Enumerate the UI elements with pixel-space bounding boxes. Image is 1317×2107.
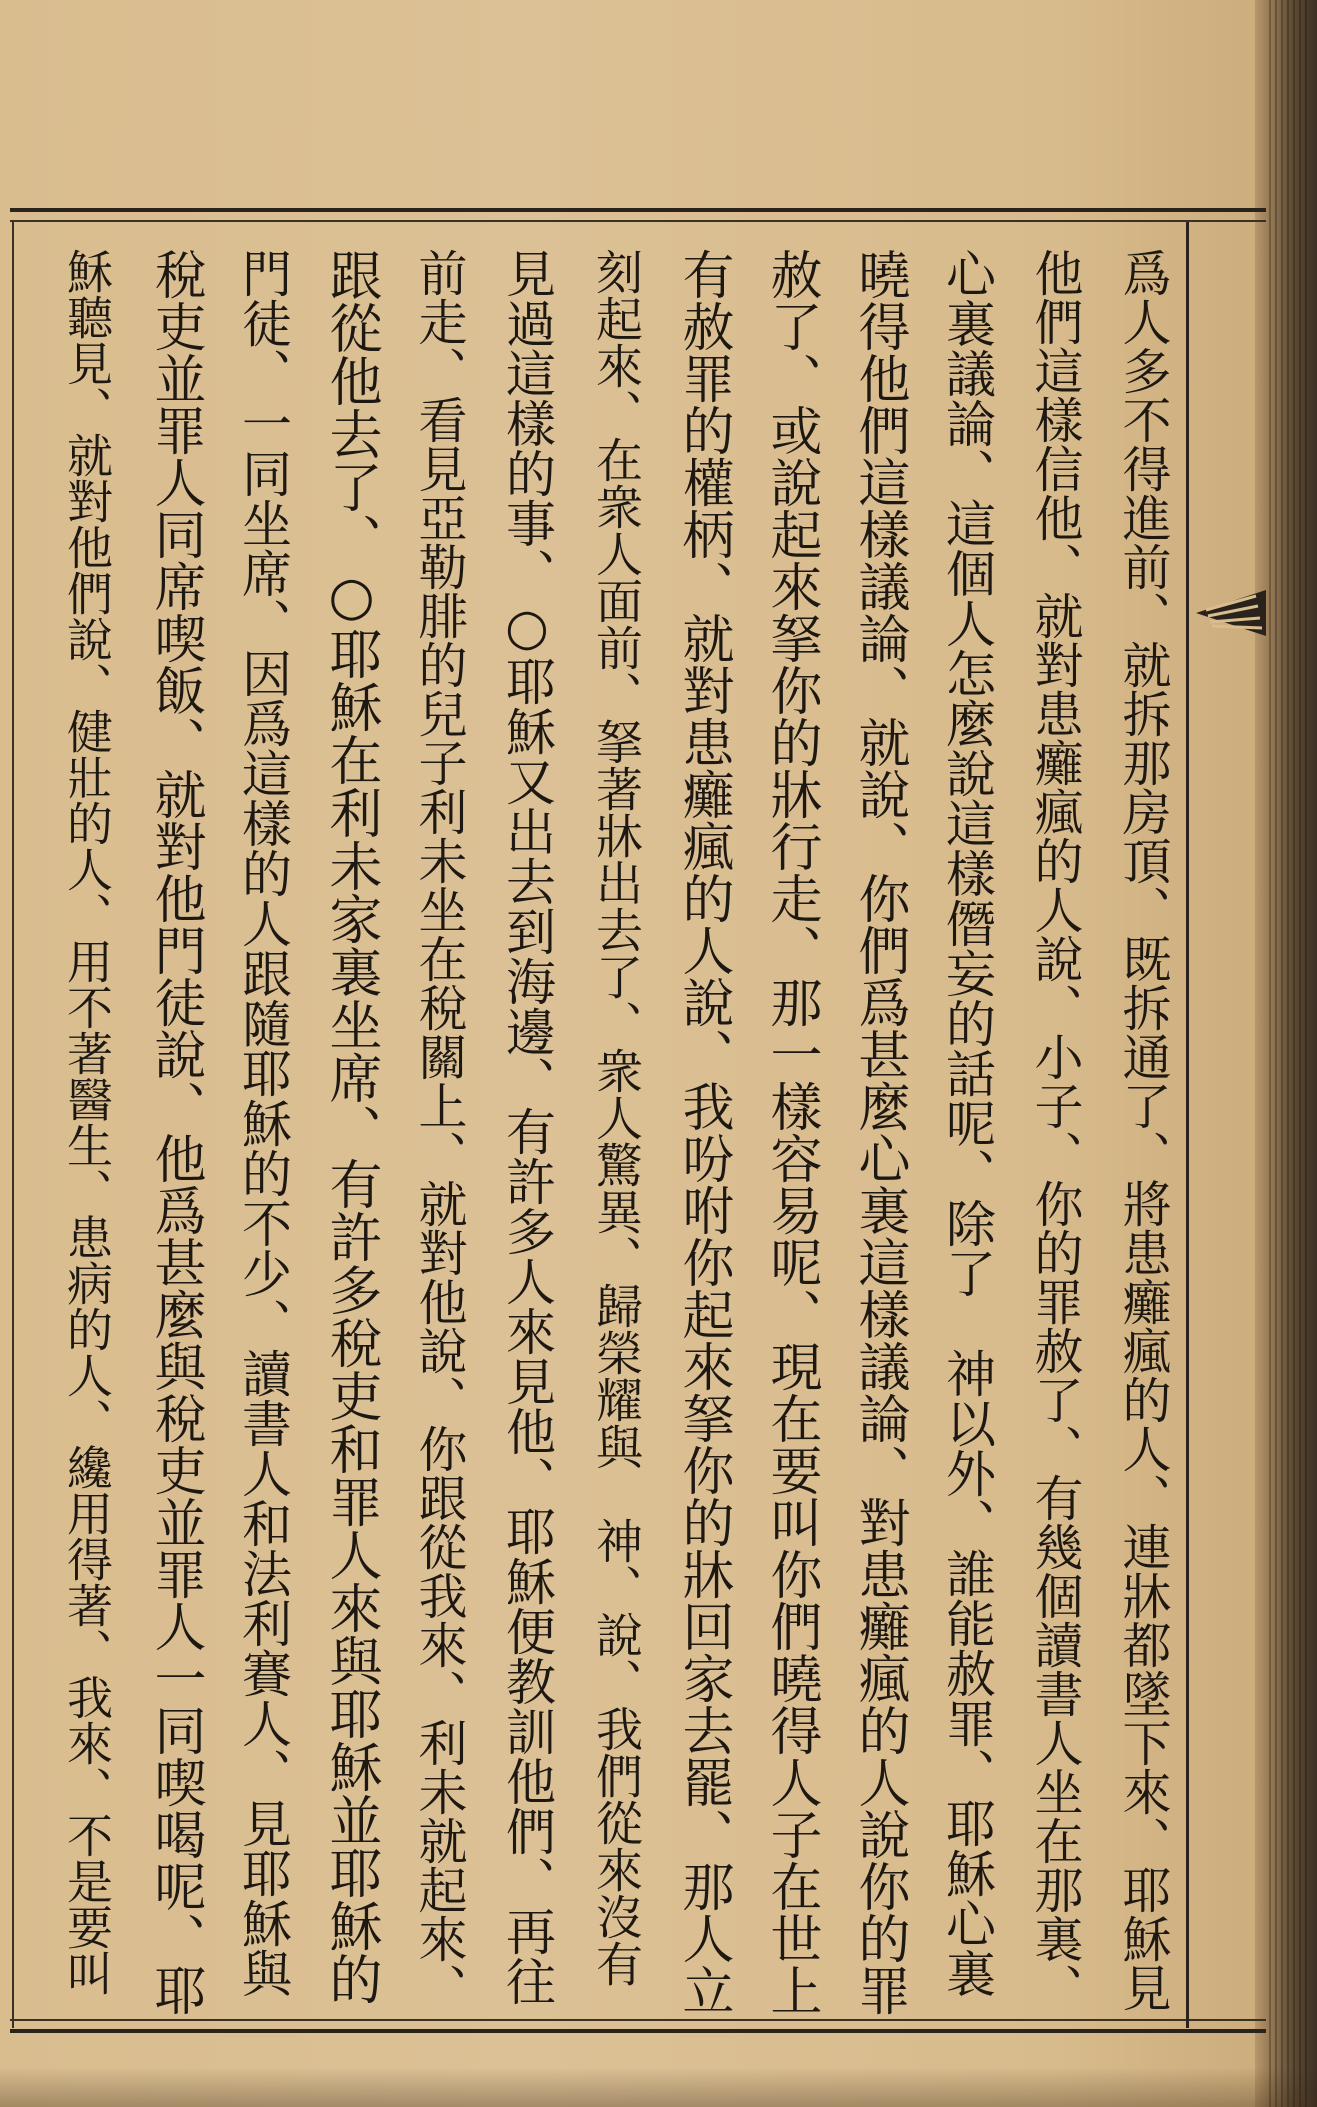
text-column-13: 穌聽見、就對他們說、健壯的人、用不著醫生、患病的人、纔用得著、我來、不是要叫 xyxy=(60,248,114,1996)
page-edge-lines xyxy=(1269,0,1309,2107)
frame-left-rule xyxy=(12,222,14,2028)
text-column-7: 刻起來、在衆人面前、拏著牀出去了、衆人驚異、歸榮耀與 神、說、我們從來沒有 xyxy=(588,248,643,1987)
text-column-1: 爲人多不得進前、就拆那房頂、既拆通了、將患癱瘋的人、連牀都墜下來、耶穌見 xyxy=(1115,248,1172,2012)
text-column-4: 曉得他們這樣議論、就說、你們爲甚麼心裏這樣議論、對患癱瘋的人說你的罪 xyxy=(849,248,909,2016)
text-column-9: 前走、看見亞勒腓的兒子利未坐在稅關上、就對他說、你跟從我來、利未就起來、 xyxy=(411,248,468,2012)
text-column-2: 他們這樣信他、就對患癱瘋的人說、小子、你的罪赦了、有幾個讀書人坐在那裏、 xyxy=(1027,248,1084,2012)
text-column-8: 見過這樣的事、○耶穌又出去到海邊、有許多人來見他、耶穌便教訓他們、再往 xyxy=(498,248,556,2006)
bottom-shadow xyxy=(0,2067,1317,2107)
text-column-12: 稅吏並罪人同席喫飯、就對他門徒說、他爲甚麼與稅吏並罪人一同喫喝呢、耶 xyxy=(145,248,205,2016)
text-column-3: 心裏議論、這個人怎麼說這樣僭妄的話呢、除了 神以外、誰能赦罪、耶穌心裏 xyxy=(938,248,996,1998)
text-column-11: 門徒、一同坐席、因爲這樣的人跟隨耶穌的不少、讀書人和法利賽人、見耶穌與 xyxy=(234,248,292,1998)
thumb-tab-mark xyxy=(1196,590,1266,636)
text-column-5: 赦了、或說起來拏你的牀行走、那一樣容易呢、現在要叫你們曉得人子在世上 xyxy=(761,248,821,2016)
text-column-6: 有赦罪的權柄、就對患癱瘋的人說、我吩咐你起來拏你的牀回家去罷、那人立 xyxy=(673,248,733,2016)
text-column-10: 跟從他去了、○耶穌在利未家裏坐席、有許多稅吏和罪人來與耶穌並耶穌的 xyxy=(321,248,382,2005)
